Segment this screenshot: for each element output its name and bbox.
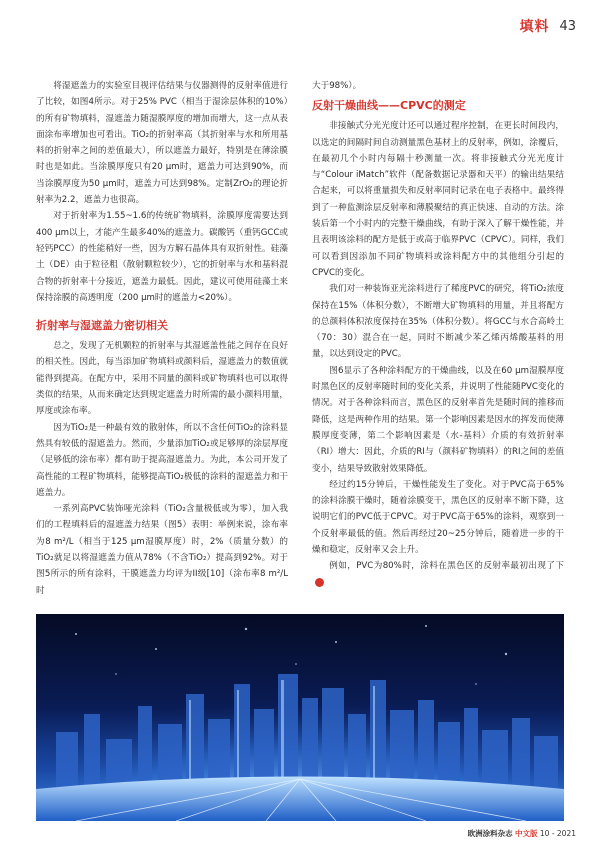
left-column <box>36 78 288 599</box>
paragraph: 我们对一种装饰亚光涂料进行了稀度PVC的研究，将TiO₂浓度保持在15%（体积分数），不断增大矿物填料的用量，并且将配方的总颜料体积浓度保持在35%（体积分数）。将GCC与水合高岭土（70：30）混合在一起，同时不断减少苯乙烯丙烯酸基料的用量，以达到设定的PVC。 <box>312 284 564 360</box>
page-footer <box>468 828 576 839</box>
right-column <box>312 78 564 591</box>
section-tag: 填料 <box>519 19 550 35</box>
arrow-right-circle-icon: ▶ <box>315 578 324 587</box>
page-header <box>519 16 576 36</box>
paragraph: 非接触式分光光度计还可以通过程序控制，在更长时间段内，以选定的间隔时间自动测量黑色基材上的反射率，例如，涂覆后，在最初几个小时内每隔十秒测量一次。将非接触式分光光度计与“Colour iMatch”软件（配备数据记录器和天平）的输出结果结合起来，可以将重量损失和反射率同时记录在电子表格中。最终得到了一种监测涂层反射率和薄膜聚结的真正快速、自动的方法。涂装后第一个小时内的完整干燥曲线，有助于深入了解干燥性能，并且表明该涂料的配方是低于或高于临界PVC（CPVC）。同样，我们可以看到因添加不同矿物填料或涂料配方中的其他组分引起的CPVC的变化。 <box>312 121 564 278</box>
paragraph: 大于98%）。 <box>312 81 362 91</box>
paragraph: 经过约15分钟后，干燥性能发生了变化。对于PVC高于65%的涂料涂膜干燥时，随着涂膜变干，黑色区的反射率不断下降，这说明它们的PVC低于CPVC。对于PVC高于65%的涂料，观察到一个反射率最低的值。然后再经过20~25分钟后，随着进一步的干燥和稳定，反射率又会上升。 <box>312 479 564 556</box>
paragraph: 将湿遮盖力的实验室目视评估结果与仪器测得的反射率值进行了比较，如图4所示。对于25% PVC（相当于湿涂层体积的10%）的所有矿物填料，湿遮盖力随湿膜厚度的增加而增大，这一点从表面涂布率增加也可看出。TiO₂的折射率高（其折射率与水和所用基料的折射率之间的差值最大），所以遮盖力最好，特别是在薄涂膜时也是如此。当涂膜厚度只有20 μm时，遮盖力可达到90%，而当涂膜厚度为50 μm时，遮盖力可达到98%。定制ZrO₂的理论折射率为2.2，遮盖力也很高。 <box>36 81 288 206</box>
journal-name: 欧洲涂料杂志 <box>467 829 513 838</box>
issue-number: 10 - 2021 <box>539 829 576 838</box>
paragraph-text: 例如，PVC为80%时，涂料在黑色区的反射率最初出现了下 <box>329 561 564 572</box>
section-heading: 反射干燥曲线——CPVC的测定 <box>312 99 466 113</box>
journal-edition: 中文版 <box>515 829 538 838</box>
city-skyline-illustration <box>36 614 564 821</box>
paragraph: 一系列高PVC装饰哑光涂料（TiO₂含量极低或为零），加入我们的工程填料后的湿遮盖力结果（图5）表明：举例来说，涂布率为8 m²/L（相当于125 μm湿膜厚度）时，2%（质量分数）的TiO₂就足以将湿遮盖力值从78%（不含TiO₂）提高到92%。对于图5所示的所有涂料，干膜遮盖力均评为II级[10]（涂布率8 m²/L时 <box>36 504 288 596</box>
section-heading: 折射率与湿遮盖力密切相关 <box>36 319 168 333</box>
page-number: 43 <box>559 18 576 34</box>
paragraph: 图6显示了各种涂料配方的干燥曲线，以及在60 μm湿膜厚度时黑色区的反射率随时间的变化关系，并说明了性能随PVC变化的情况。对于各种涂料而言，黑色区的反射率首先是随时间的推移而降低，这是两种作用的结果。第一个影响因素是因水的挥发而使薄膜厚度变薄，第二个影响因素是（水-基料）介质的有效折射率（RI）增大：因此，介质的RI与（颜料矿物填料）的RI之间的差值变小，结果导致散射效果降低。 <box>312 365 564 474</box>
city-skyline-photo <box>36 614 564 821</box>
paragraph <box>312 558 564 591</box>
paragraph: 总之，发现了无机颗粒的折射率与其湿遮盖性能之间存在良好的相关性。因此，每当添加矿物填料或颜料后，湿遮盖力的数值就能得到提高。在配方中，采用不同量的颜料或矿物填料也可以取得类似的结果，从而来确定达到规定遮盖力时所需的最小颜料用量，厚度或涂布率。 <box>36 341 288 417</box>
paragraph: 对于折射率为1.55~1.6的传统矿物填料，涂膜厚度需要达到400 μm以上，才能产生最多40%的遮盖力。碳酸钙（重钙GCC或轻钙PCC）的性能稍好一些，因为方解石晶体具有双折射性。硅藻土（DE）由于粒径粗（散射颗粒较少），它的折射率与水和基料混合物的折射率十分接近，遮盖力最低。因此，建议可使用硅藻土来保持涂膜的高透明度（200 μm时的遮盖力<20%）。 <box>36 211 288 303</box>
paragraph: 因为TiO₂是一种最有效的散射体，所以不含任何TiO₂的涂料显然具有较低的湿遮盖力。然而，少量添加TiO₂或足够厚的涂层厚度（足够低的涂布率）都有助于提高湿遮盖力。为此，本公司开发了高性能的工程矿物填料，能够提高TiO₂极低的涂料的湿遮盖力和干遮盖力。 <box>36 422 288 498</box>
